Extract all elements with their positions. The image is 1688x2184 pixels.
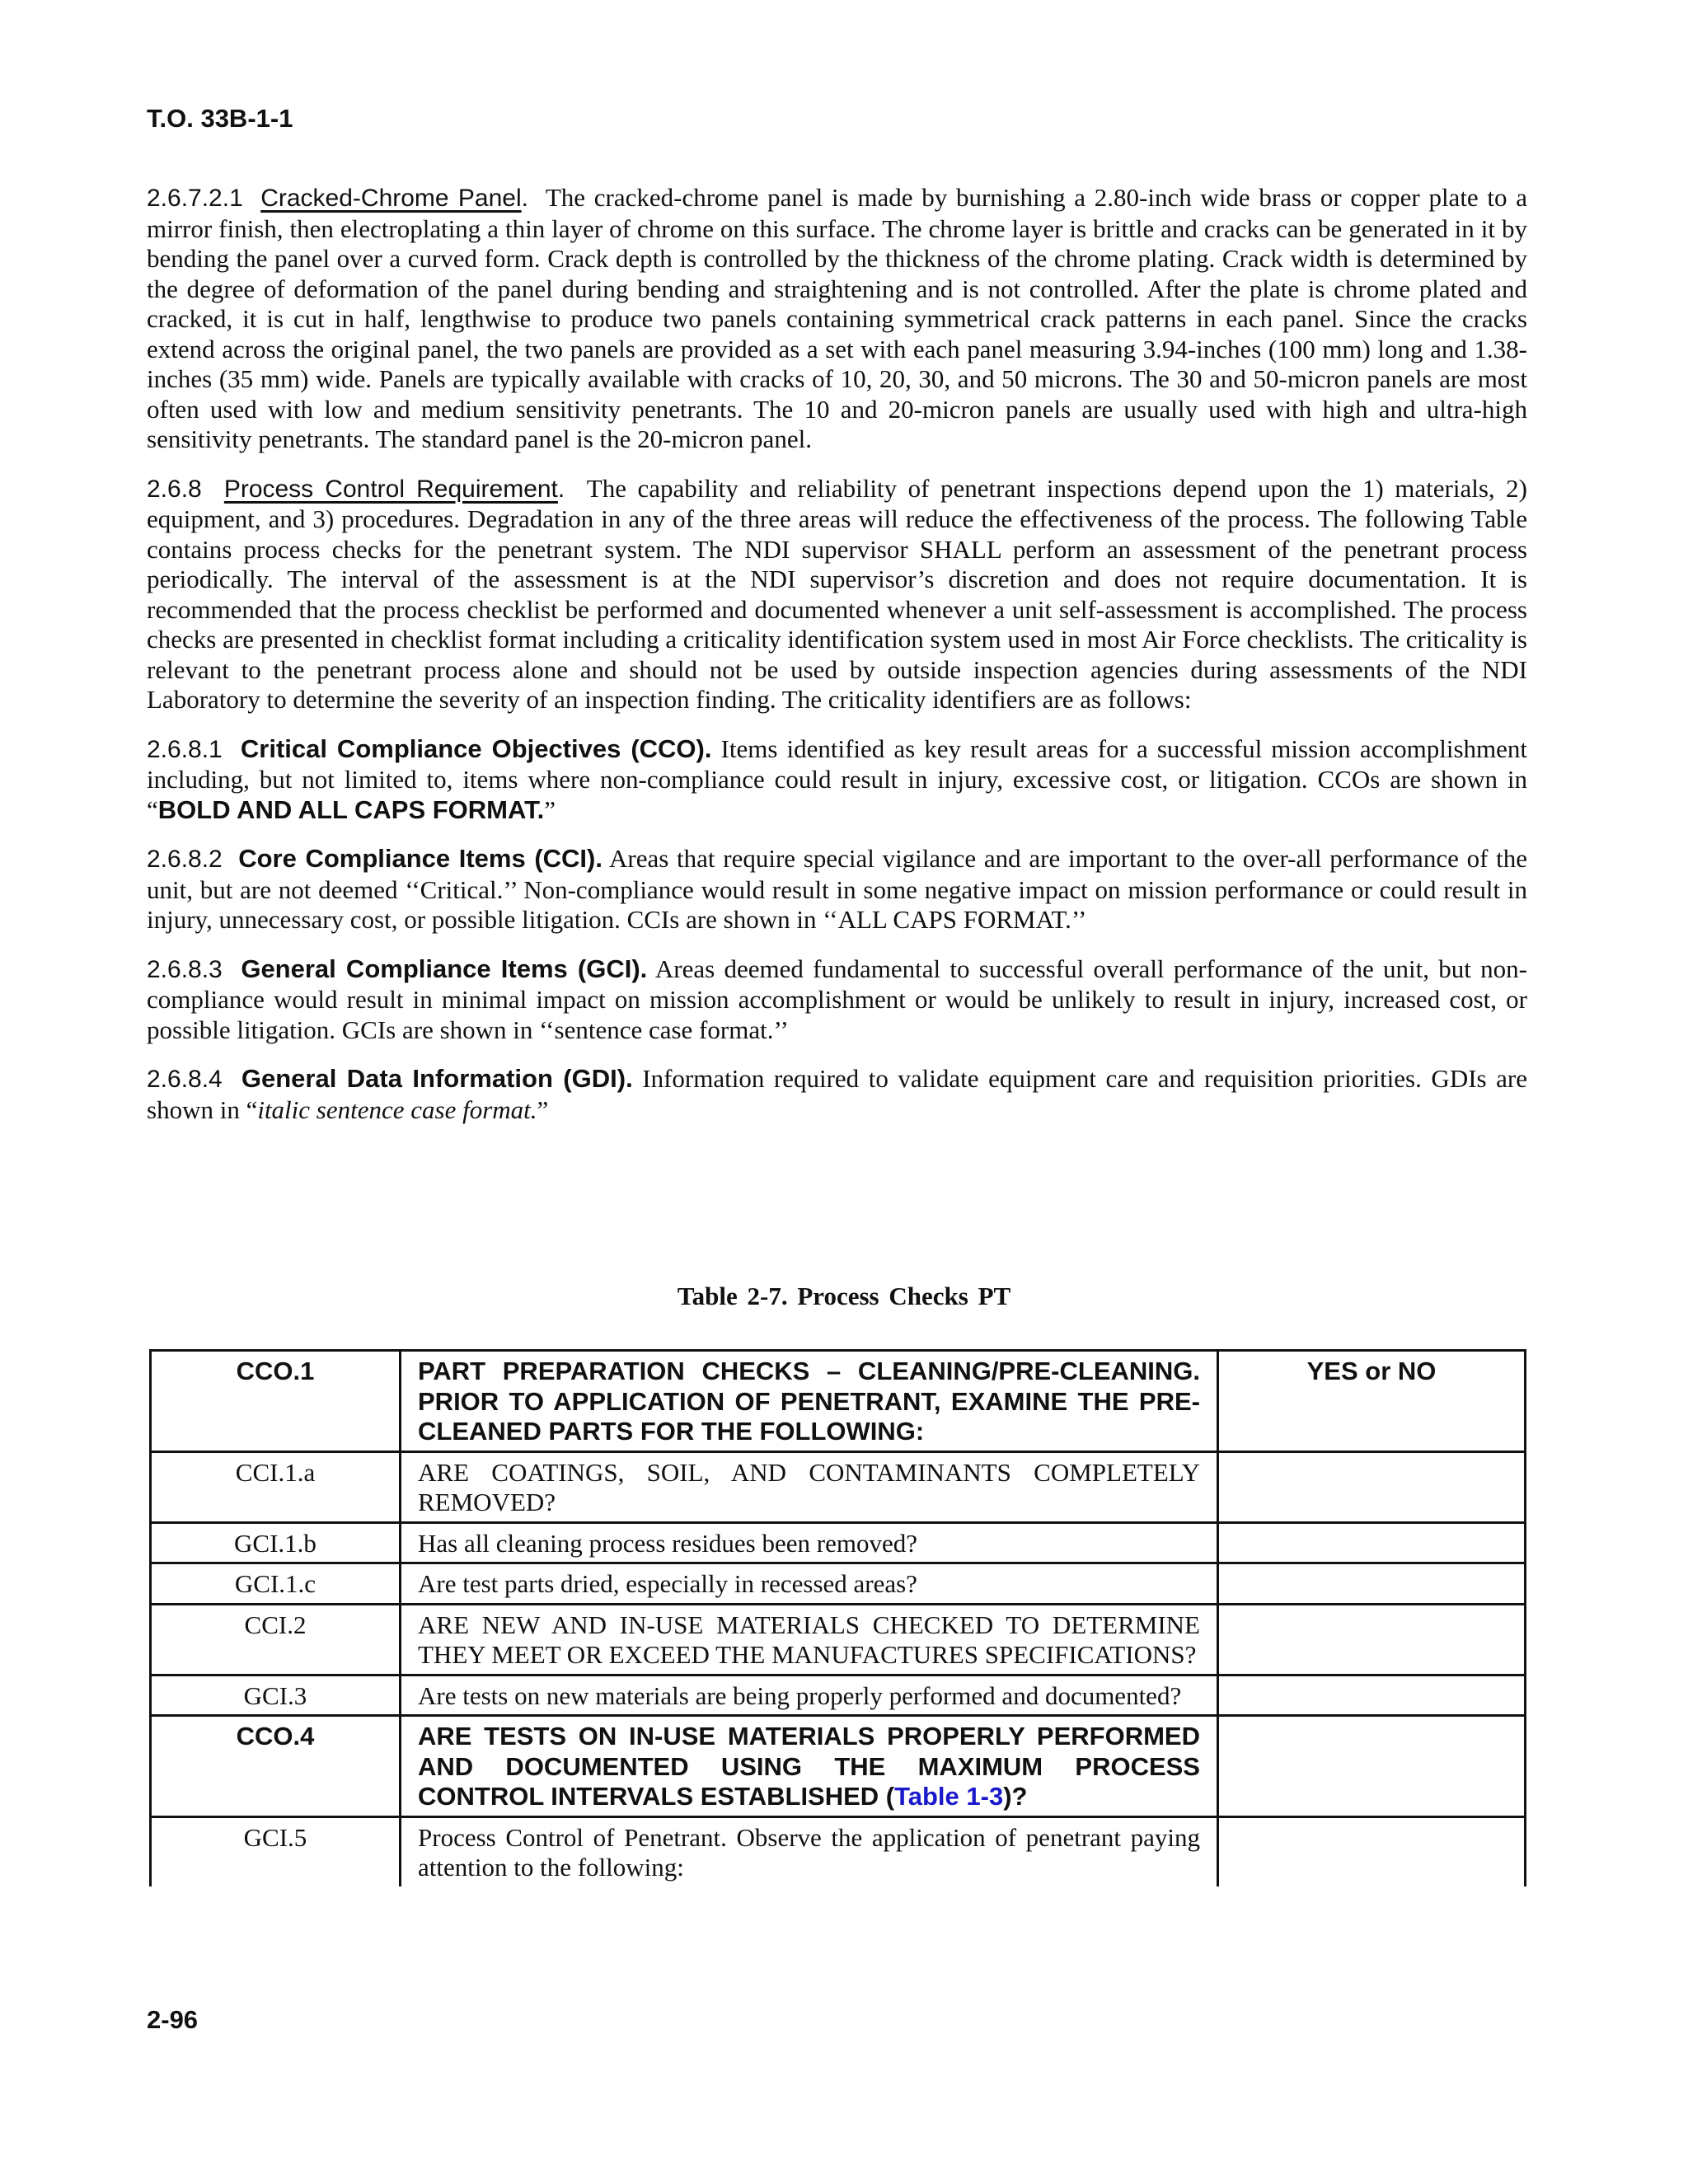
table-reference-link[interactable]: Table 1-3 — [894, 1782, 1004, 1811]
body-content — [147, 183, 1527, 1144]
section-2-6-7-2-1: 2.6.7.2.1 Cracked-Chrome Panel. The cracked-chrome panel is made by burnishing a 2.80-inch wide brass or copper plate to a mirror finish, then electroplating a thin layer of chrome on this surface. The chrome layer is brittle and cracks can be generated in it by bending the panel over a curved form. Crack depth is controlled by the thickness of the chrome plating. Crack width is determined by the degree of deformation of the panel during bending and straightening and is not controlled. After the plate is chrome plated and cracked, it is cut in half, lengthwise to produce two panels containing symmetrical crack patterns in each panel. Since the cracks extend across the original panel, the two panels are provided as a set with each panel measuring 3.94-inches (100 mm) long and 1.38-inches (35 mm) wide. Panels are typically available with cracks of 10, 20, 30, and 50 microns. The 30 and 50-micron panels are most often used with low and medium sensitivity penetrants. The 10 and 20-micron panels are usually used with high and ultra-high sensitivity penetrants. The standard panel is the 20-micron panel. — [147, 183, 1527, 453]
section-body: Information required to validate equipment care and requisition priorities. GDIs are shown in “ — [147, 1064, 1528, 1124]
page-number: 2-96 — [147, 2005, 199, 2034]
table-row — [151, 1451, 1526, 1522]
section-title: Core Compliance Items (CCI). — [238, 844, 603, 873]
process-checks-table — [149, 1349, 1526, 1886]
check-id: CCI.1.a — [151, 1451, 401, 1522]
table-row — [151, 1675, 1526, 1716]
section-body: Items identified as key result areas for a successful mission accomplishment including, but not limited to, items where non-compliance could result in injury, excessive cost, or litigation. CCOs are shown in “ — [147, 733, 1528, 824]
section-body: Areas deemed fundamental to successful overall performance of the unit, but non-compliance would result in minimal impact on mission accomplishment or would be unlikely to result in injury, increased cost, or possible litigation. GCIs are shown in ‘‘sentence case format.’’ — [147, 954, 1528, 1044]
answer-header: YES or NO — [1218, 1351, 1526, 1452]
table-row — [151, 1716, 1526, 1817]
section-number: 2.6.8.3 — [147, 955, 223, 983]
section-number: 2.6.8.1 — [147, 735, 223, 763]
section-body: The cracked-chrome panel is made by burnishing a 2.80-inch wide brass or copper plate to a mirror finish, then electroplating a thin layer of chrome on this surface. The chrome layer is brittle and cracks can be generated in it by bending the panel over a curved form. Crack depth is controlled by the thickness of the chrome plating. Crack width is determined by the degree of deformation of the panel during bending and straightening and is not controlled. After the plate is chrome plated and cracked, it is cut in half, lengthwise to produce two panels containing symmetrical crack patterns in each panel. Since the cracks extend across the original panel, the two panels are provided as a set with each panel measuring 3.94-inches (100 mm) long and 1.38-inches (35 mm) wide. Panels are typically available with cracks of 10, 20, 30, and 50 microns. The 30 and 50-micron panels are most often used with low and medium sensitivity penetrants. The 10 and 20-micron panels are usually used with high and ultra-high sensitivity penetrants. The standard panel is the 20-micron panel. — [147, 183, 1527, 453]
check-id: CCO.4 — [151, 1716, 401, 1817]
check-question: Process Control of Penetrant. Observe the application of penetrant paying attention to the following: — [401, 1816, 1218, 1886]
section-title: Critical Compliance Objectives (CCO). — [240, 733, 712, 763]
section-body: Areas that require special vigilance and are important to the over-all performance of the unit, but are not deemed ‘‘Critical.’’ Non-compliance would result in some negative impact on mission performance or could result in injury, unnecessary cost, or possible litigation. CCIs are shown in ‘‘ALL CAPS FORMAT.’’ — [147, 844, 1527, 934]
section-tail: ” — [537, 1094, 549, 1124]
answer-cell[interactable] — [1218, 1816, 1526, 1886]
format-example: BOLD AND ALL CAPS FORMAT. — [157, 794, 545, 824]
check-question: Has all cleaning process residues been removed? — [401, 1522, 1218, 1563]
check-question: ARE COATINGS, SOIL, AND CONTAMINANTS COMPLETELY REMOVED? — [401, 1451, 1218, 1522]
check-id: CCI.2 — [151, 1604, 401, 1675]
answer-cell[interactable] — [1218, 1451, 1526, 1522]
section-title: Cracked-Chrome Panel — [260, 185, 522, 212]
check-question — [401, 1716, 1218, 1817]
table-header-row — [151, 1351, 1526, 1452]
answer-cell[interactable] — [1218, 1716, 1526, 1817]
section-tail: ” — [544, 794, 556, 824]
check-id: GCI.1.c — [151, 1563, 401, 1605]
format-example: italic sentence case format. — [257, 1094, 537, 1124]
section-2-6-8-3 — [147, 954, 1527, 1046]
check-id: GCI.1.b — [151, 1522, 401, 1563]
answer-cell[interactable] — [1218, 1604, 1526, 1675]
check-id: GCI.5 — [151, 1816, 401, 1886]
check-question: Are tests on new materials are being properly performed and documented? — [401, 1675, 1218, 1716]
section-number: 2.6.8 — [147, 475, 202, 503]
check-question: ARE NEW AND IN-USE MATERIALS CHECKED TO DETERMINE THEY MEET OR EXCEED THE MANUFACTURES SPECIFICATIONS? — [401, 1604, 1218, 1675]
section-number: 2.6.7.2.1 — [147, 185, 243, 212]
section-2-6-8-4 — [147, 1064, 1527, 1125]
check-id: GCI.3 — [151, 1675, 401, 1716]
section-title: General Data Information (GDI). — [241, 1064, 633, 1093]
section-2-6-8: 2.6.8 Process Control Requirement. The capability and reliability of penetrant inspections depend upon the 1) materials, 2) equipment, and 3) procedures. Degradation in any of the three areas will reduce the effectiveness of the process. The following Table contains process checks for the penetrant system. The NDI supervisor SHALL perform an assessment of the penetrant process periodically. The interval of the assessment is at the NDI supervisor’s discretion and does not require documentation. It is recommended that the process checklist be performed and documented whenever a unit self-assessment is accomplished. The process checks are presented in checklist format including a criticality identification system used in most Air Force checklists. The criticality is relevant to the penetrant process alone and should not be used by outside inspection agencies during assessments of the NDI Laboratory to determine the severity of an inspection finding. The criticality identifiers are as follows: — [147, 473, 1527, 714]
answer-cell[interactable] — [1218, 1675, 1526, 1716]
section-number: 2.6.8.4 — [147, 1066, 223, 1093]
question-tail: )? — [1003, 1782, 1028, 1811]
section-2-6-8-2 — [147, 844, 1527, 935]
table-row — [151, 1816, 1526, 1886]
table-row — [151, 1604, 1526, 1675]
document-id: T.O. 33B-1-1 — [147, 104, 293, 133]
table-row — [151, 1522, 1526, 1563]
section-title: General Compliance Items (GCI). — [241, 954, 648, 983]
section-number: 2.6.8.2 — [147, 846, 223, 873]
check-id: CCO.1 — [151, 1351, 401, 1452]
section-2-6-8-1 — [147, 734, 1527, 826]
section-body: The capability and reliability of penetrant inspections depend upon the 1) materials, 2) equipment, and 3) procedures. Degradation in any of the three areas will reduce the effectiveness of the process. The following Table contains process checks for the penetrant system. The NDI supervisor SHALL perform an assessment of the penetrant process periodically. The interval of the assessment is at the NDI supervisor’s discretion and does not require documentation. It is recommended that the process checklist be performed and documented whenever a unit self-assessment is accomplished. The process checks are presented in checklist format including a criticality identification system used in most Air Force checklists. The criticality is relevant to the penetrant process alone and should not be used by outside inspection agencies during assessments of the NDI Laboratory to determine the severity of an inspection finding. The criticality identifiers are as follows: — [147, 473, 1527, 714]
section-title: Process Control Requirement — [223, 475, 558, 503]
question-text: ARE TESTS ON IN-USE MATERIALS PROPERLY PERFORMED AND DOCUMENTED USING THE MAXIMUM PROCESS CONTROL INTERVALS ESTABLISHED ( — [418, 1722, 1200, 1811]
table-row — [151, 1563, 1526, 1605]
check-question: PART PREPARATION CHECKS – CLEANING/PRE-CLEANING. PRIOR TO APPLICATION OF PENETRANT, EXAMINE THE PRE-CLEANED PARTS FOR THE FOLLOWING: — [401, 1351, 1218, 1452]
answer-cell[interactable] — [1218, 1563, 1526, 1605]
table-caption: Table 2-7. Process Checks PT — [677, 1282, 1011, 1310]
check-question: Are test parts dried, especially in recessed areas? — [401, 1563, 1218, 1605]
answer-cell[interactable] — [1218, 1522, 1526, 1563]
